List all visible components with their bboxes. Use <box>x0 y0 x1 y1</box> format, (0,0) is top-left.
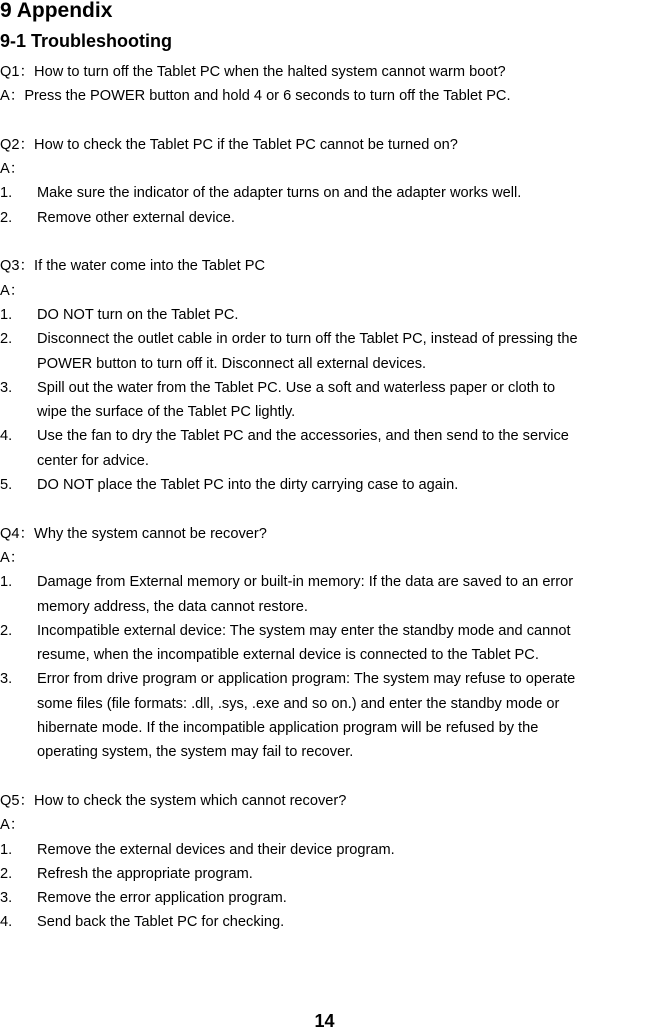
list-item <box>0 206 649 230</box>
list-item-text: POWER button to turn off it. Disconnect all external devices. <box>37 355 427 372</box>
list-item <box>0 740 649 764</box>
block-spacer <box>0 109 649 133</box>
list-item-text: Send back the Tablet PC for checking. <box>37 914 285 931</box>
block-spacer <box>0 497 649 521</box>
answer-3: A： <box>0 282 25 299</box>
list-item-number: 1. <box>0 574 13 591</box>
list-item-number: 2. <box>0 622 13 639</box>
question-5: Q5：How to check the system which cannot recover? <box>0 792 347 809</box>
list-item <box>0 352 649 376</box>
list-item <box>0 303 649 327</box>
list-item-number: 1. <box>0 841 13 858</box>
list-item <box>0 595 649 619</box>
list-item <box>0 716 649 740</box>
list-item-text: some files (file formats: .dll, .sys, .exe and so on.) and enter the standby mode or <box>37 695 560 712</box>
list-item-text: center for advice. <box>37 452 149 469</box>
list-item-number <box>0 643 37 667</box>
list-item <box>0 862 649 886</box>
list-item <box>0 886 649 910</box>
list-item-text: Spill out the water from the Tablet PC. Use a soft and waterless paper or cloth to <box>37 379 556 396</box>
list-item-text: Damage from External memory or built-in memory: If the data are saved to an error <box>37 574 574 591</box>
question-2: Q2：How to check the Tablet PC if the Tablet PC cannot be turned on? <box>0 136 458 153</box>
list-item-number <box>0 595 37 619</box>
list-item-text: resume, when the incompatible external device is connected to the Tablet PC. <box>37 647 539 664</box>
list-item-text: Make sure the indicator of the adapter turns on and the adapter works well. <box>37 185 522 202</box>
list-item <box>0 910 649 934</box>
list-item-number <box>0 716 37 740</box>
list-item-text: Error from drive program or application program: The system may refuse to operate <box>37 671 576 688</box>
answer-4: A： <box>0 549 25 566</box>
question-3: Q3：If the water come into the Tablet PC <box>0 258 265 275</box>
list-item-number: 3. <box>0 379 13 396</box>
list-item-text: wipe the surface of the Tablet PC lightly. <box>37 404 296 421</box>
list-item-number: 2. <box>0 865 13 882</box>
list-item <box>0 692 649 716</box>
list-item-text: Use the fan to dry the Tablet PC and the accessories, and then send to the service <box>37 428 569 445</box>
list-item-number: 5. <box>0 477 13 494</box>
list-item-number <box>0 352 37 376</box>
list-item-number: 3. <box>0 671 13 688</box>
list-item-text: Remove the error application program. <box>37 890 287 907</box>
list-item <box>0 400 649 424</box>
block-spacer <box>0 765 649 789</box>
list-item-text: Disconnect the outlet cable in order to turn off the Tablet PC, instead of pressing the <box>37 331 578 348</box>
list-item-text: DO NOT turn on the Tablet PC. <box>37 306 239 323</box>
question-4: Q4：Why the system cannot be recover? <box>0 525 267 542</box>
list-item <box>0 619 649 643</box>
list-item-text: operating system, the system may fail to recover. <box>37 744 354 761</box>
list-item <box>0 449 649 473</box>
list-item <box>0 570 649 594</box>
list-item-number: 2. <box>0 209 13 226</box>
list-item <box>0 181 649 205</box>
section-heading: 9 Appendix <box>0 0 113 22</box>
answer-1: A：Press the POWER button and hold 4 or 6 seconds to turn off the Tablet PC. <box>0 88 511 105</box>
list-item-number: 4. <box>0 428 13 445</box>
list-item <box>0 424 649 448</box>
subsection-heading: 9-1 Troubleshooting <box>0 31 173 51</box>
list-item <box>0 473 649 497</box>
list-item-text: hibernate mode. If the incompatible application program will be refused by the <box>37 720 539 737</box>
page-number: 14 <box>314 1011 335 1031</box>
troubleshooting-faq <box>0 60 649 935</box>
list-item-number <box>0 692 37 716</box>
list-item <box>0 838 649 862</box>
list-item-text: Remove other external device. <box>37 209 235 226</box>
block-spacer <box>0 230 649 254</box>
list-item-text: DO NOT place the Tablet PC into the dirty carrying case to again. <box>37 477 459 494</box>
list-item <box>0 327 649 351</box>
answer-2: A： <box>0 161 25 178</box>
question-1: Q1：How to turn off the Tablet PC when the halted system cannot warm boot? <box>0 64 506 80</box>
list-item <box>0 667 649 691</box>
list-item-number: 2. <box>0 331 13 348</box>
list-item-text: Remove the external devices and their device program. <box>37 841 395 858</box>
list-item-number: 3. <box>0 890 13 907</box>
list-item-number: 1. <box>0 306 13 323</box>
list-item <box>0 376 649 400</box>
list-item-text: Refresh the appropriate program. <box>37 865 253 882</box>
list-item-number <box>0 400 37 424</box>
list-item-text: Incompatible external device: The system may enter the standby mode and cannot <box>37 622 571 639</box>
list-item-number: 4. <box>0 914 13 931</box>
list-item-number: 1. <box>0 185 13 202</box>
list-item-text: memory address, the data cannot restore. <box>37 598 308 615</box>
list-item <box>0 643 649 667</box>
list-item-number <box>0 740 37 764</box>
list-item-number <box>0 449 37 473</box>
answer-5: A： <box>0 817 25 834</box>
